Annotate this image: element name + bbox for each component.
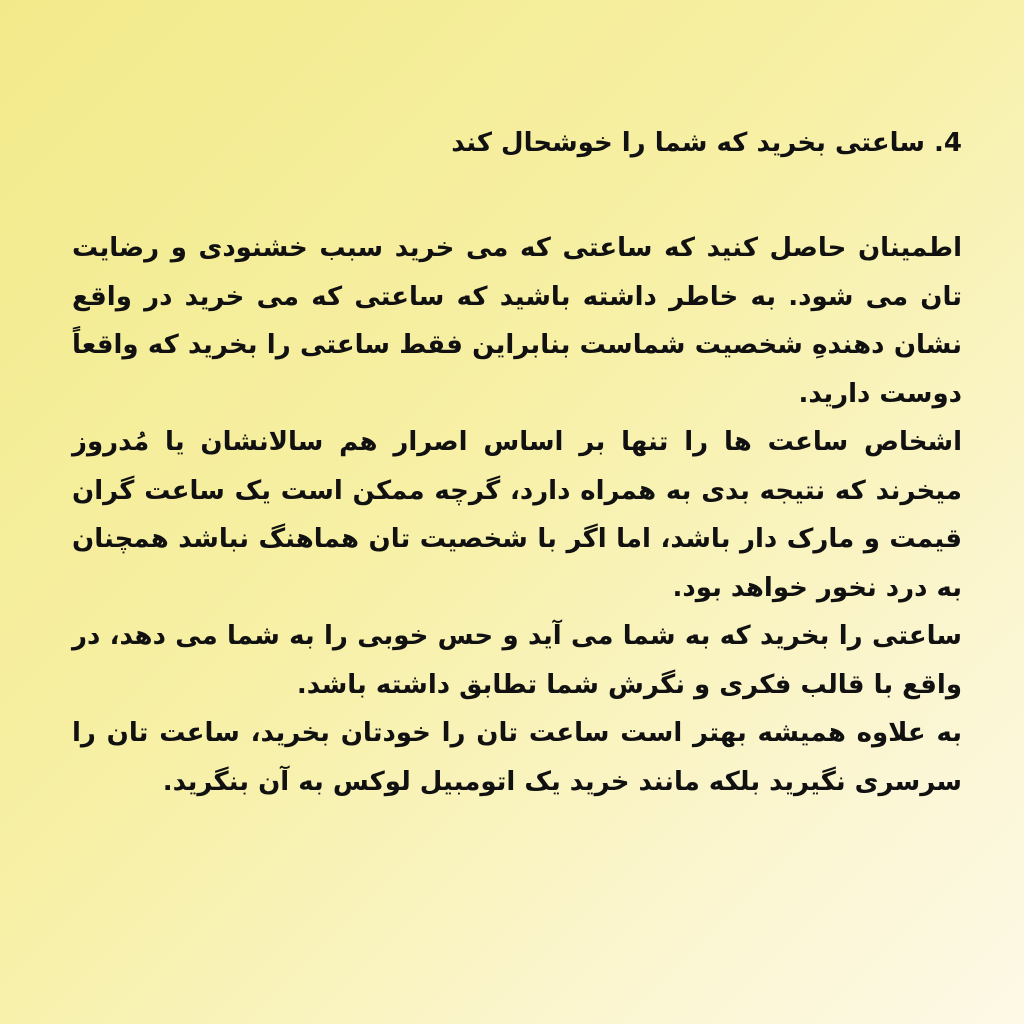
paragraph-buy-yourself: به علاوه همیشه بهتر است ساعت تان را خودتان بخرید، ساعت تان را سرسری نگیرید بلکه مانند خرید یک اتومبیل لوکس به آن بنگرید. [72,718,962,797]
article-heading: 4. ساعتی بخرید که شما را خوشحال کند [451,128,962,158]
article-body [72,118,962,806]
paragraph-satisfaction: اطمینان حاصل کنید که ساعتی که می خرید سبب خشنودی و رضایت تان می شود. به خاطر داشته باشید که ساعتی که می خرید در واقع نشان دهندهِ شخصیت شماست بنابراین فقط ساعتی را بخرید که واقعاً دوست دارید. [72,233,962,409]
paragraph-suits-you: ساعتی را بخرید که به شما می آید و حس خوبی را به شما می دهد، در واقع با قالب فکری و نگرش شما تطابق داشته باشد. [72,621,962,700]
paragraph-peer-pressure: اشخاص ساعت ها را تنها بر اساس اصرار هم سالانشان یا مُدروز میخرند که نتیجه بدی به همراه دارد، گرچه ممکن است یک ساعت گران قیمت و مارک دار باشد، اما اگر با شخصیت تان هماهنگ نباشد همچنان به درد نخور خواهد بود. [72,427,962,603]
